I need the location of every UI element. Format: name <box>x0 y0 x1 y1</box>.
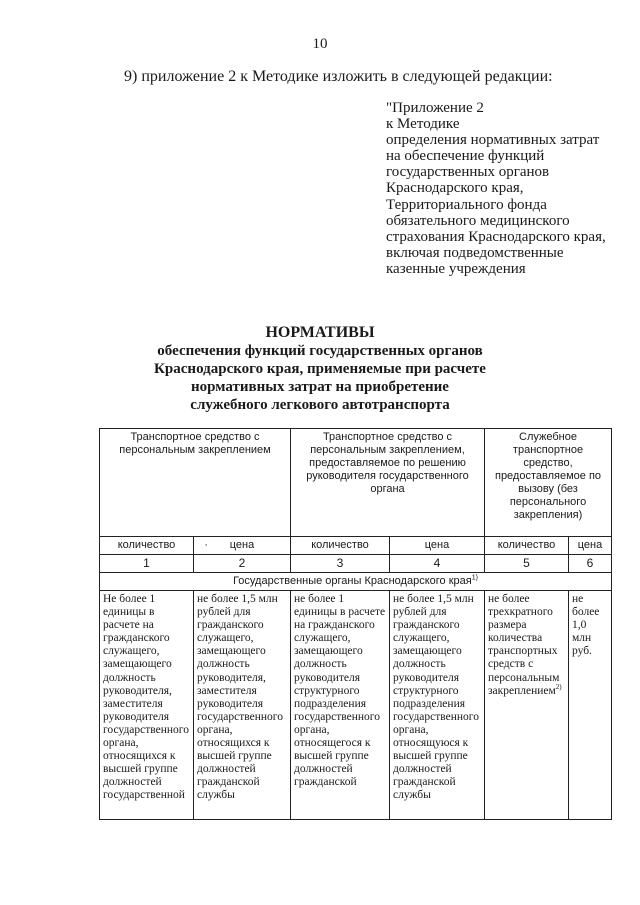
section-row <box>100 573 612 591</box>
appendix-line: на обеспечение функций <box>386 148 545 165</box>
sub-header-quantity: количество <box>485 537 569 555</box>
sub-header-price: цена <box>390 537 485 555</box>
appendix-header <box>386 100 626 277</box>
column-number: 3 <box>291 555 390 573</box>
title-line: служебного легкового автотранспорта <box>190 397 450 413</box>
title-line: обеспечения функций государственных органов <box>157 343 483 359</box>
cell-quantity-on-call: не более трехкратного размера количества транспортных средств с персональным закреплением$^{2)}$ <box>485 591 569 820</box>
footnote-marker: 1) <box>471 574 478 582</box>
scan-mark: , <box>205 537 208 547</box>
cell-price-on-call: не более 1,0 млн руб. <box>569 591 612 820</box>
appendix-line: включая подведомственные <box>386 244 564 261</box>
document-title <box>0 324 640 414</box>
title-line: нормативных затрат на приобретение <box>191 379 449 395</box>
column-number: 2 <box>194 555 291 573</box>
cell-quantity-decision: не более 1 единицы в расчете на гражданского служащего, замещающего должность руководителя структурного подразделения государственного органа, относящегося к высшей группе должностей гражданской <box>291 591 390 820</box>
cell-price-decision: не более 1,5 млн рублей для гражданского служащего, замещающего должность руководителя структурного подразделения государственного органа, относящуюся к высшей группе должностей гражданской службы <box>390 591 485 820</box>
appendix-line: к Методике <box>386 116 460 133</box>
column-number: 1 <box>100 555 194 573</box>
sub-header-price: цена <box>194 537 291 555</box>
column-number: 5 <box>485 555 569 573</box>
sub-header-quantity: количество <box>100 537 194 555</box>
sub-header-price: цена <box>569 537 612 555</box>
group-header-decision: Транспортное средство с персональным закреплением, предоставляемое по решению руководителя государственного органа <box>291 429 485 537</box>
appendix-line: обязательного медицинского <box>386 212 570 229</box>
column-number: 6 <box>569 555 612 573</box>
amendment-text: 9) приложение 2 к Методике изложить в следующей редакции: <box>124 68 553 85</box>
cell-quantity-personal: Не более 1 единицы в расчете на гражданского служащего, замещающего должность руководителя, заместителя руководителя государственного органа, относящихся к высшей группе должностей государственной <box>100 591 194 820</box>
page-number: 10 <box>312 36 328 52</box>
appendix-line: Краснодарского края, <box>386 180 524 197</box>
title-heading: НОРМАТИВЫ <box>265 324 375 341</box>
sub-header-quantity: количество <box>291 537 390 555</box>
group-header-on-call: Служебное транспортное средство, предоставляемое по вызову (без персонального закрепления) <box>485 429 612 537</box>
appendix-line: Территориального фонда <box>386 196 547 213</box>
appendix-line: страхования Краснодарского края, <box>386 228 606 245</box>
footnote-marker: 2) <box>555 682 562 691</box>
appendix-line: государственных органов <box>386 164 550 181</box>
column-number: 4 <box>390 555 485 573</box>
norms-table <box>99 428 612 820</box>
title-line: Краснодарского края, применяемые при расчете <box>154 361 486 377</box>
section-title: Государственные органы Краснодарского края <box>233 575 472 587</box>
appendix-line: казенные учреждения <box>386 260 526 277</box>
group-header-personal: Транспортное средство с персональным закреплением <box>100 429 291 537</box>
appendix-line: определения нормативных затрат <box>386 132 600 149</box>
appendix-line: "Приложение 2 <box>386 100 484 116</box>
cell-price-personal: не более 1,5 млн рублей для гражданского служащего, замещающего должность руководителя, заместителя руководителя государственного органа, относящихся к высшей группе должностей гражданской службы <box>194 591 291 820</box>
